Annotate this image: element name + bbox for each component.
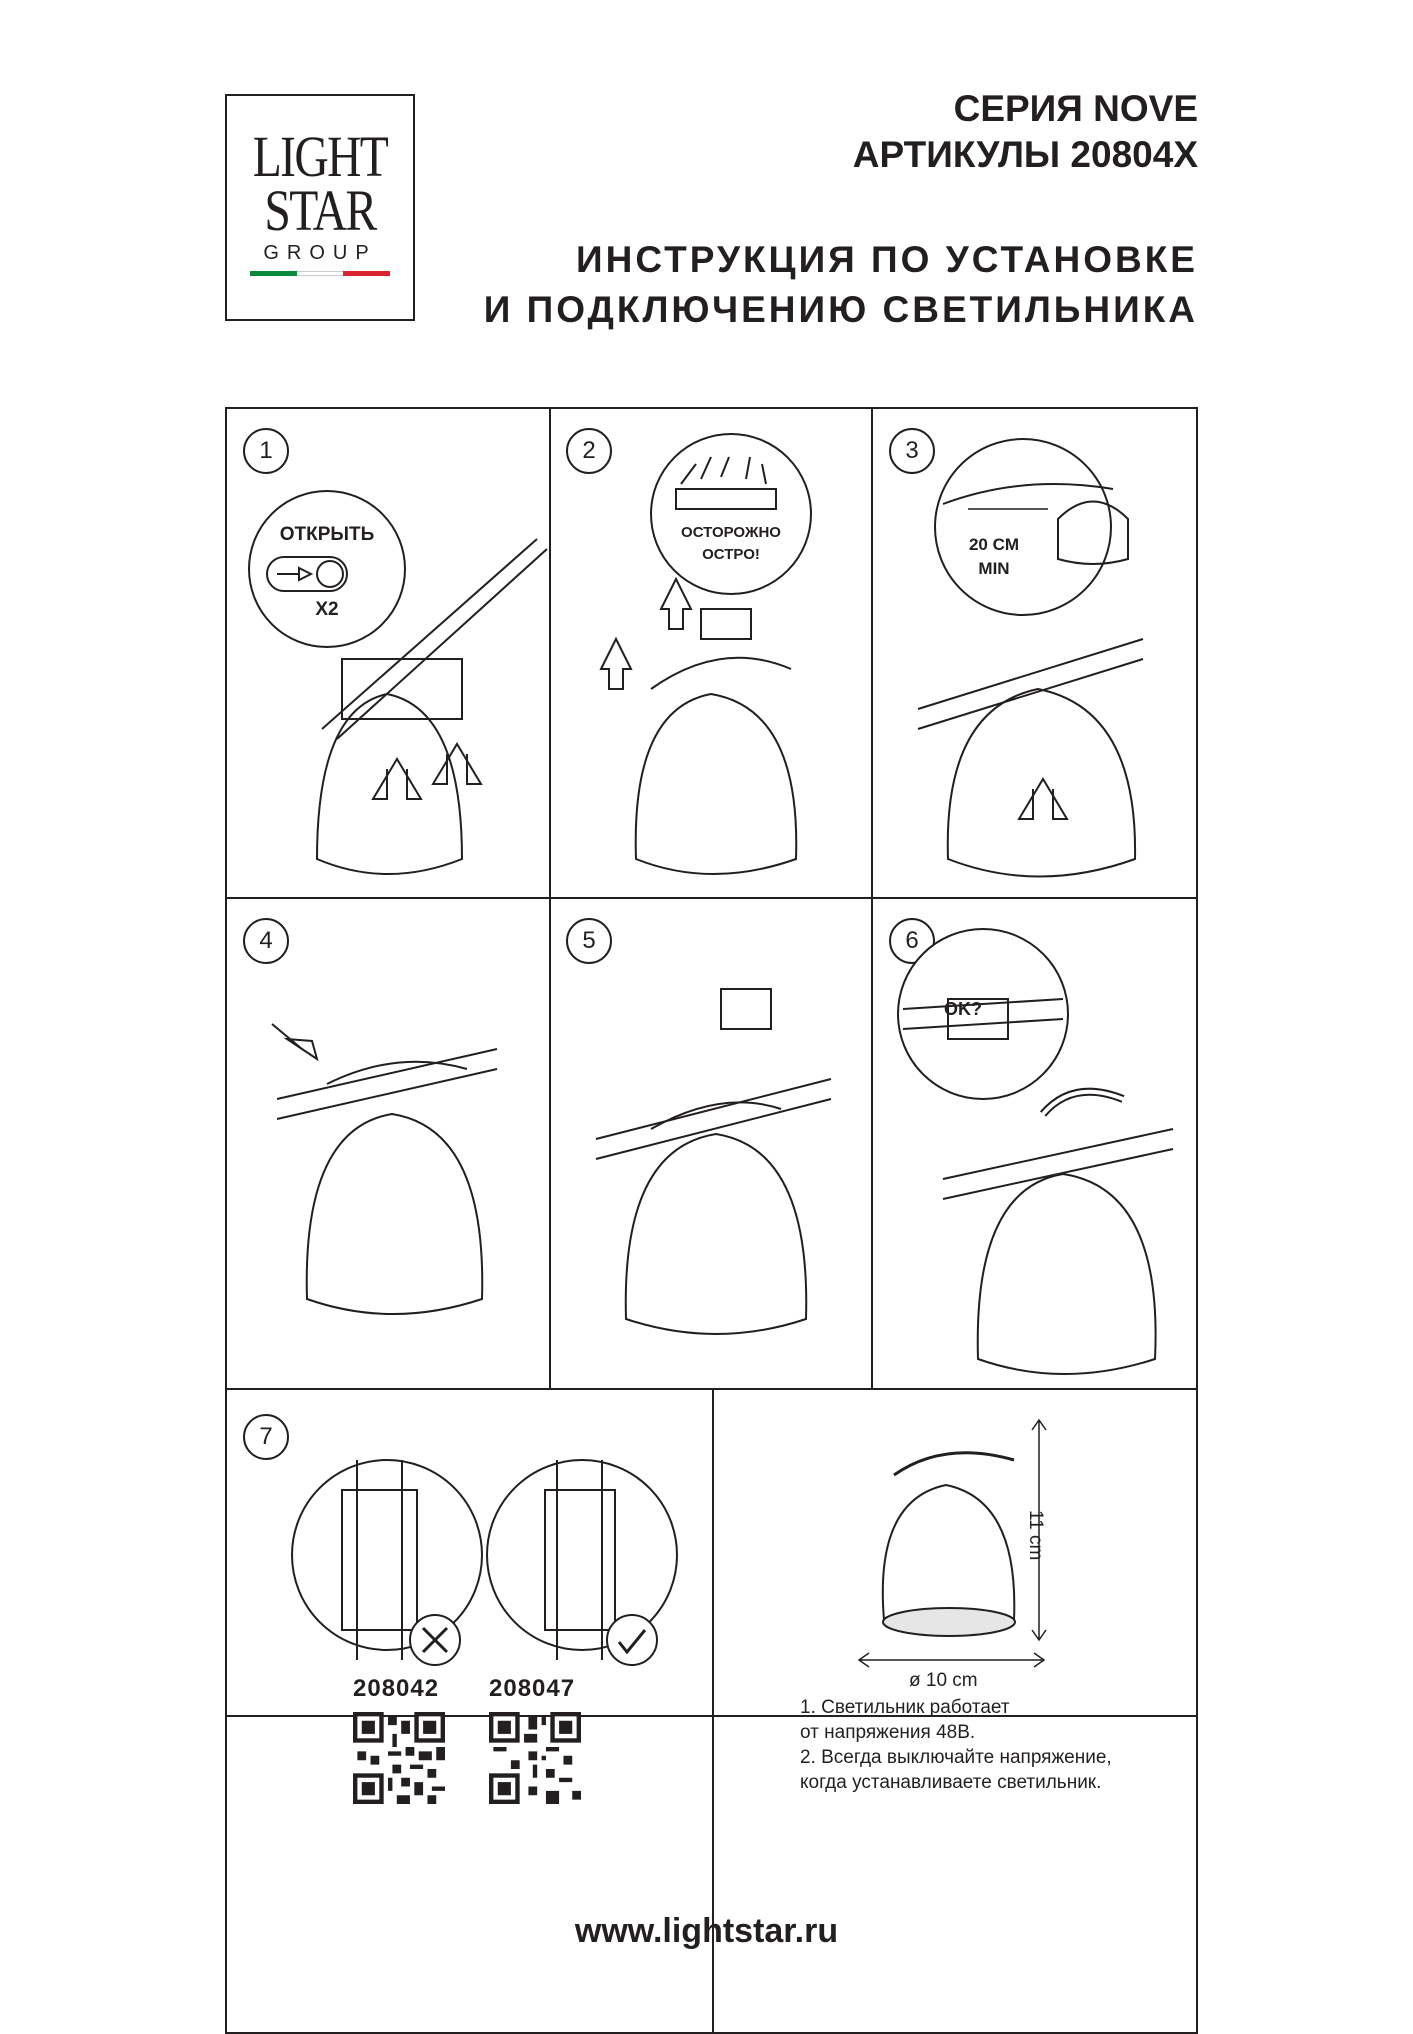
document-title bbox=[484, 235, 1198, 335]
step-4-panel bbox=[227, 899, 549, 1390]
safety-notes bbox=[800, 1695, 1112, 1795]
step-3-illustration bbox=[873, 409, 1196, 899]
step-6-panel bbox=[873, 899, 1196, 1390]
height-dimension: 11 cm bbox=[1025, 1510, 1046, 1561]
series-name: СЕРИЯ NOVE bbox=[953, 88, 1198, 129]
step-number: 5 bbox=[566, 918, 612, 964]
steps-row-1 bbox=[225, 407, 1198, 899]
series-header bbox=[853, 86, 1198, 178]
product-code: 208042 bbox=[353, 1675, 440, 1702]
italian-flag-icon bbox=[250, 271, 390, 276]
step-number: 2 bbox=[566, 428, 612, 474]
product-code: 208047 bbox=[489, 1675, 576, 1702]
ok-check-label: OK? bbox=[944, 999, 982, 1019]
steps-row-2 bbox=[225, 897, 1198, 1390]
title-line-2: И ПОДКЛЮЧЕНИЮ СВЕТИЛЬНИКА bbox=[483, 289, 1198, 330]
brand-logo bbox=[225, 94, 415, 321]
step-number: 7 bbox=[243, 1414, 289, 1460]
lamp-dimensions-drawing bbox=[714, 1390, 1196, 1715]
open-label: ОТКРЫТЬ bbox=[279, 524, 375, 545]
note-line: 1. Светильник работает bbox=[800, 1697, 1010, 1718]
min-distance-label: 20 CM bbox=[968, 535, 1020, 554]
step-number: 1 bbox=[243, 428, 289, 474]
times-two-label: X2 bbox=[315, 599, 339, 620]
qr-code-icon bbox=[489, 1712, 581, 1804]
step-6-illustration bbox=[873, 899, 1196, 1390]
step-1-illustration bbox=[227, 409, 549, 899]
logo-word-group: GROUP bbox=[263, 242, 377, 264]
qr-code-icon bbox=[353, 1712, 445, 1804]
article-numbers: АРТИКУЛЫ 20804X bbox=[852, 134, 1198, 175]
caution-label: ОСТОРОЖНО bbox=[681, 524, 781, 541]
step-2-illustration bbox=[551, 409, 871, 899]
note-line: когда устанавливаете светильник. bbox=[800, 1772, 1102, 1793]
min-label: MIN bbox=[978, 559, 1010, 578]
sharp-label: ОСТРО! bbox=[702, 546, 760, 563]
step-5-illustration bbox=[551, 899, 871, 1390]
title-line-1: ИНСТРУКЦИЯ ПО УСТАНОВКЕ bbox=[576, 239, 1198, 280]
logo-word-star: STAR bbox=[264, 178, 376, 243]
dimensions-panel bbox=[714, 1390, 1196, 1715]
step-4-illustration bbox=[227, 899, 549, 1390]
step-3-panel bbox=[873, 409, 1196, 899]
step-number: 4 bbox=[243, 918, 289, 964]
logo-word-light: LIGHT bbox=[252, 124, 388, 189]
step-number: 6 bbox=[889, 918, 935, 964]
step-7-panel bbox=[227, 1390, 712, 1715]
step-number: 3 bbox=[889, 428, 935, 474]
step-5-panel bbox=[551, 899, 871, 1390]
step-1-panel bbox=[227, 409, 549, 899]
step-7-illustration bbox=[227, 1390, 712, 1715]
step-2-panel bbox=[551, 409, 871, 899]
website-url[interactable]: www.lightstar.ru bbox=[574, 1912, 839, 1950]
note-line: 2. Всегда выключайте напряжение, bbox=[800, 1747, 1112, 1768]
diameter-dimension: ø 10 cm bbox=[909, 1670, 978, 1691]
note-line: от напряжения 48В. bbox=[800, 1722, 976, 1743]
